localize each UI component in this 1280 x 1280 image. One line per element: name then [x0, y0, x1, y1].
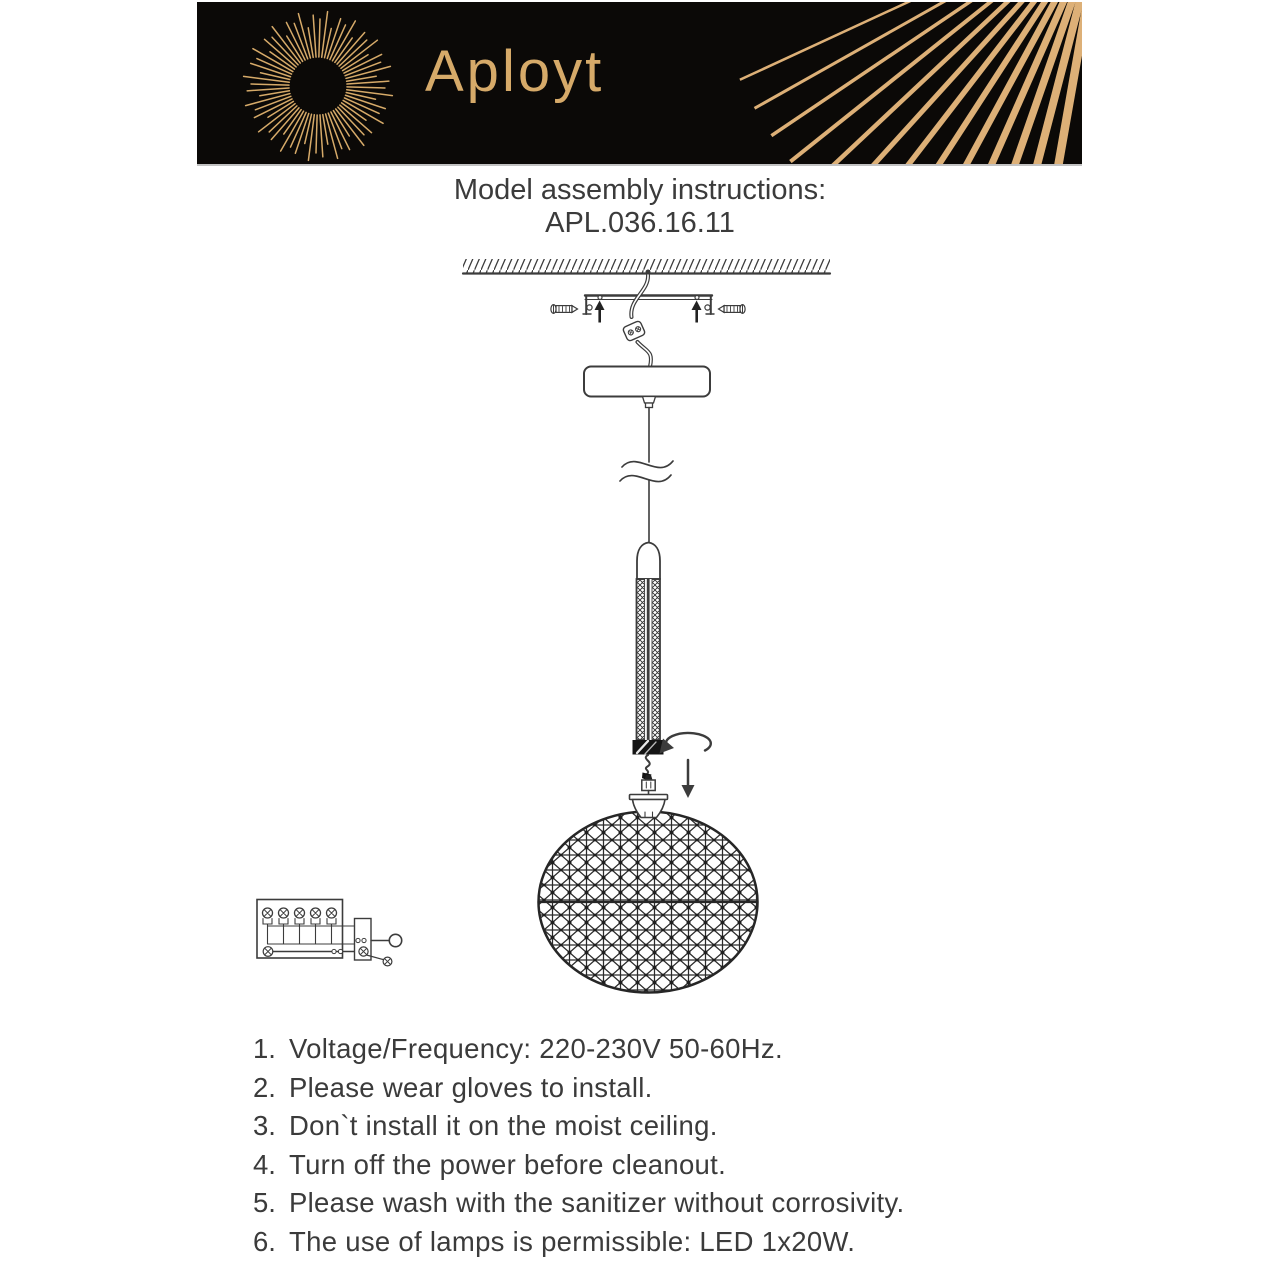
faceted-sphere-shade [539, 812, 758, 993]
terminal-screws [263, 908, 337, 924]
list-item [253, 1223, 1113, 1262]
screw-left-icon [551, 305, 578, 314]
list-item [253, 1146, 1113, 1185]
item-number: 4. [253, 1148, 276, 1180]
instruction-list [253, 1030, 1113, 1261]
down-arrow-icon [682, 760, 695, 798]
item-text: Don`t install it on the moist ceiling. [289, 1110, 718, 1142]
list-item [253, 1030, 1113, 1069]
item-text: Voltage/Frequency: 220-230V 50-60Hz. [289, 1033, 783, 1065]
item-number: 2. [253, 1071, 276, 1103]
list-item [253, 1069, 1113, 1108]
item-number: 3. [253, 1110, 276, 1142]
item-text: Turn off the power before cleanout. [289, 1148, 727, 1180]
item-number: 5. [253, 1187, 276, 1219]
item-number: 6. [253, 1225, 276, 1257]
list-item [253, 1107, 1113, 1146]
brand-name: Aployt [425, 39, 605, 104]
suspension-cable [620, 408, 673, 545]
item-number: 1. [253, 1033, 276, 1065]
model-number: APL.036.16.11 [545, 207, 735, 239]
item-text: Please wear gloves to install. [289, 1071, 653, 1103]
up-arrow-icons [595, 301, 702, 323]
canopy [584, 367, 710, 408]
ceiling-hatch [463, 259, 830, 275]
crystal-tube [633, 543, 664, 755]
supply-wire [631, 275, 651, 367]
wiring-schematic [257, 900, 402, 966]
terminal-block [622, 320, 645, 341]
page-title: Model assembly instructions: [453, 174, 827, 206]
item-text: Please wash with the sanitizer without corrosivity. [289, 1187, 905, 1219]
screw-right-icon [719, 305, 746, 314]
list-item [253, 1184, 1113, 1223]
lamp-symbol [389, 934, 401, 946]
item-text: The use of lamps is permissible: LED 1x20W. [289, 1225, 856, 1257]
rotation-arrow-icon [660, 733, 711, 754]
